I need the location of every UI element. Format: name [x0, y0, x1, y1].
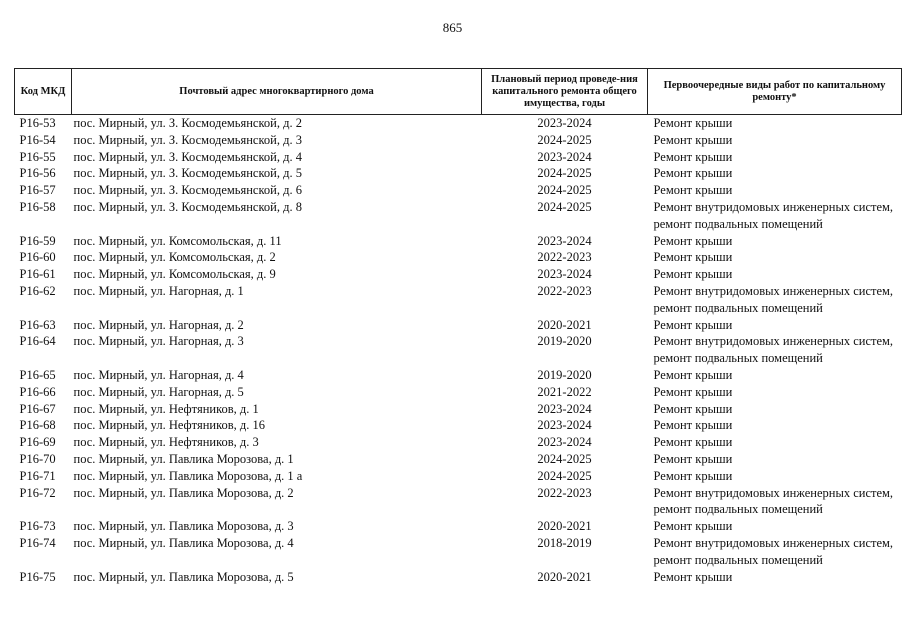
row-address-cell: пос. Мирный, ул. Комсомольская, д. 11: [73, 233, 282, 248]
table-row: [15, 569, 902, 586]
work-item: ремонт подвальных помещений: [653, 351, 823, 366]
row-code-cell: Р16-71: [19, 468, 56, 483]
row-works-cell: [648, 199, 902, 233]
row-works-cell: [648, 249, 902, 266]
row-period-cell: 2022-2023: [537, 250, 592, 265]
row-address-cell: пос. Мирный, ул. Нагорная, д. 4: [73, 367, 244, 382]
row-period-cell: 2024-2025: [537, 183, 592, 198]
table-header-row: [15, 69, 902, 115]
table-row: [15, 518, 902, 535]
table-row: [15, 199, 902, 233]
row-address-cell: пос. Мирный, ул. Нагорная, д. 3: [73, 334, 244, 349]
row-works-cell: [648, 401, 902, 418]
row-period-cell: 2023-2024: [537, 149, 592, 164]
row-works-cell: [648, 451, 902, 468]
work-item: ремонт подвальных помещений: [653, 552, 823, 567]
row-works-cell: [648, 233, 902, 250]
row-code-cell: Р16-61: [19, 267, 56, 282]
row-code-cell: Р16-63: [19, 317, 56, 332]
table-row: [15, 535, 902, 569]
table-body: [15, 115, 902, 586]
row-code-cell: Р16-66: [19, 384, 56, 399]
row-code-cell: Р16-57: [19, 183, 56, 198]
row-address-cell: пос. Мирный, ул. Нефтяников, д. 1: [73, 401, 259, 416]
row-works-cell: [648, 266, 902, 283]
row-code-cell: Р16-65: [19, 367, 56, 382]
row-code-cell: Р16-59: [19, 233, 56, 248]
header-period: Плановый период проведе-ния капитального ремонта общего имущества, годы: [482, 69, 648, 115]
row-period-cell: 2024-2025: [537, 166, 592, 181]
row-code-cell: Р16-60: [19, 250, 56, 265]
row-address-cell: пос. Мирный, ул. Нагорная, д. 1: [73, 283, 244, 298]
row-works-cell: [648, 569, 902, 586]
row-period-cell: 2023-2024: [537, 233, 592, 248]
row-address-cell: пос. Мирный, ул. Павлика Морозова, д. 4: [73, 535, 294, 550]
row-address-cell: пос. Мирный, ул. З. Космодемьянской, д. 8: [73, 199, 302, 214]
row-code-cell: Р16-69: [19, 435, 56, 450]
work-item: Ремонт крыши: [653, 233, 733, 248]
table-row: [15, 283, 902, 317]
table-row: [15, 249, 902, 266]
work-item: Ремонт крыши: [653, 267, 733, 282]
table-row: [15, 451, 902, 468]
row-code-cell: Р16-58: [19, 199, 56, 214]
row-address-cell: пос. Мирный, ул. Павлика Морозова, д. 2: [73, 485, 294, 500]
table-row: [15, 401, 902, 418]
row-period-cell: 2023-2024: [537, 435, 592, 450]
row-works-cell: [648, 485, 902, 519]
row-works-cell: [648, 384, 902, 401]
table-row: [15, 165, 902, 182]
work-item: Ремонт крыши: [653, 468, 733, 483]
work-item: Ремонт крыши: [653, 317, 733, 332]
row-address-cell: пос. Мирный, ул. Павлика Морозова, д. 5: [73, 569, 294, 584]
row-works-cell: [648, 182, 902, 199]
work-item: Ремонт внутридомовых инженерных систем,: [653, 535, 894, 550]
table-row: [15, 485, 902, 519]
row-address-cell: пос. Мирный, ул. Нагорная, д. 5: [73, 384, 244, 399]
row-period-cell: 2021-2022: [537, 384, 592, 399]
table-row: [15, 434, 902, 451]
row-code-cell: Р16-54: [19, 132, 56, 147]
row-works-cell: [648, 115, 902, 132]
row-period-cell: 2024-2025: [537, 199, 592, 214]
header-address: Почтовый адрес многоквартирного дома: [72, 69, 482, 115]
work-item: Ремонт крыши: [653, 166, 733, 181]
header-code: Код МКД: [15, 69, 72, 115]
row-address-cell: пос. Мирный, ул. Павлика Морозова, д. 1: [73, 451, 294, 466]
table-row: [15, 333, 902, 367]
work-item: Ремонт крыши: [653, 149, 733, 164]
row-code-cell: Р16-70: [19, 451, 56, 466]
capital-repair-table: [14, 68, 902, 585]
table-row: [15, 468, 902, 485]
row-code-cell: Р16-68: [19, 418, 56, 433]
row-code-cell: Р16-64: [19, 334, 56, 349]
row-works-cell: [648, 317, 902, 334]
row-address-cell: пос. Мирный, ул. З. Космодемьянской, д. 5: [73, 166, 302, 181]
work-item: Ремонт крыши: [653, 569, 733, 584]
row-code-cell: Р16-73: [19, 519, 56, 534]
work-item: Ремонт крыши: [653, 367, 733, 382]
row-period-cell: 2020-2021: [537, 519, 592, 534]
row-address-cell: пос. Мирный, ул. Комсомольская, д. 9: [73, 267, 276, 282]
row-works-cell: [648, 417, 902, 434]
row-period-cell: 2019-2020: [537, 334, 592, 349]
row-works-cell: [648, 468, 902, 485]
table-row: [15, 266, 902, 283]
row-address-cell: пос. Мирный, ул. Нефтяников, д. 3: [73, 435, 259, 450]
row-works-cell: [648, 367, 902, 384]
row-works-cell: [648, 165, 902, 182]
row-works-cell: [648, 333, 902, 367]
work-item: Ремонт крыши: [653, 132, 733, 147]
table-row: [15, 149, 902, 166]
row-period-cell: 2022-2023: [537, 485, 592, 500]
row-code-cell: Р16-56: [19, 166, 56, 181]
row-code-cell: Р16-62: [19, 283, 56, 298]
row-period-cell: 2020-2021: [537, 317, 592, 332]
row-period-cell: 2023-2024: [537, 418, 592, 433]
work-item: ремонт подвальных помещений: [653, 216, 823, 231]
row-code-cell: Р16-53: [19, 116, 56, 130]
row-address-cell: пос. Мирный, ул. Комсомольская, д. 2: [73, 250, 276, 265]
row-works-cell: [648, 283, 902, 317]
row-period-cell: 2024-2025: [537, 468, 592, 483]
table-row: [15, 132, 902, 149]
row-code-cell: Р16-67: [19, 401, 56, 416]
row-period-cell: 2023-2024: [537, 267, 592, 282]
row-works-cell: [648, 518, 902, 535]
row-address-cell: пос. Мирный, ул. Нефтяников, д. 16: [73, 418, 266, 433]
work-item: Ремонт крыши: [653, 384, 733, 399]
work-item: Ремонт внутридомовых инженерных систем,: [653, 199, 894, 214]
work-item: Ремонт крыши: [653, 401, 733, 416]
row-address-cell: пос. Мирный, ул. З. Космодемьянской, д. 6: [73, 183, 302, 198]
table-row: [15, 367, 902, 384]
row-period-cell: 2023-2024: [537, 401, 592, 416]
work-item: Ремонт крыши: [653, 183, 733, 198]
table-row: [15, 417, 902, 434]
row-code-cell: Р16-55: [19, 149, 56, 164]
work-item: Ремонт крыши: [653, 519, 733, 534]
work-item: Ремонт крыши: [653, 250, 733, 265]
table-row: [15, 384, 902, 401]
row-code-cell: Р16-75: [19, 569, 56, 584]
work-item: Ремонт крыши: [653, 116, 733, 130]
row-address-cell: пос. Мирный, ул. Павлика Морозова, д. 1 а: [73, 468, 303, 483]
row-period-cell: 2019-2020: [537, 367, 592, 382]
work-item: Ремонт внутридомовых инженерных систем,: [653, 334, 894, 349]
row-works-cell: [648, 434, 902, 451]
row-works-cell: [648, 132, 902, 149]
row-works-cell: [648, 149, 902, 166]
row-code-cell: Р16-74: [19, 535, 56, 550]
work-item: Ремонт внутридомовых инженерных систем,: [653, 283, 894, 298]
table-row: [15, 115, 902, 132]
header-works: Первоочередные виды работ по капитальному ремонту*: [648, 69, 902, 115]
row-period-cell: 2024-2025: [537, 451, 592, 466]
row-code-cell: Р16-72: [19, 485, 56, 500]
row-address-cell: пос. Мирный, ул. З. Космодемьянской, д. 4: [73, 149, 302, 164]
page-number: 865: [442, 20, 463, 35]
row-address-cell: пос. Мирный, ул. Нагорная, д. 2: [73, 317, 244, 332]
table-row: [15, 233, 902, 250]
row-period-cell: 2022-2023: [537, 283, 592, 298]
table-row: [15, 317, 902, 334]
work-item: Ремонт крыши: [653, 435, 733, 450]
row-period-cell: 2020-2021: [537, 569, 592, 584]
row-period-cell: 2023-2024: [537, 116, 592, 130]
row-address-cell: пос. Мирный, ул. Павлика Морозова, д. 3: [73, 519, 294, 534]
work-item: ремонт подвальных помещений: [653, 502, 823, 517]
work-item: Ремонт крыши: [653, 418, 733, 433]
row-works-cell: [648, 535, 902, 569]
work-item: Ремонт крыши: [653, 451, 733, 466]
row-address-cell: пос. Мирный, ул. З. Космодемьянской, д. 2: [73, 116, 302, 130]
row-period-cell: 2024-2025: [537, 132, 592, 147]
work-item: Ремонт внутридомовых инженерных систем,: [653, 485, 894, 500]
table-row: [15, 182, 902, 199]
row-address-cell: пос. Мирный, ул. З. Космодемьянской, д. 3: [73, 132, 302, 147]
work-item: ремонт подвальных помещений: [653, 300, 823, 315]
row-period-cell: 2018-2019: [537, 535, 592, 550]
